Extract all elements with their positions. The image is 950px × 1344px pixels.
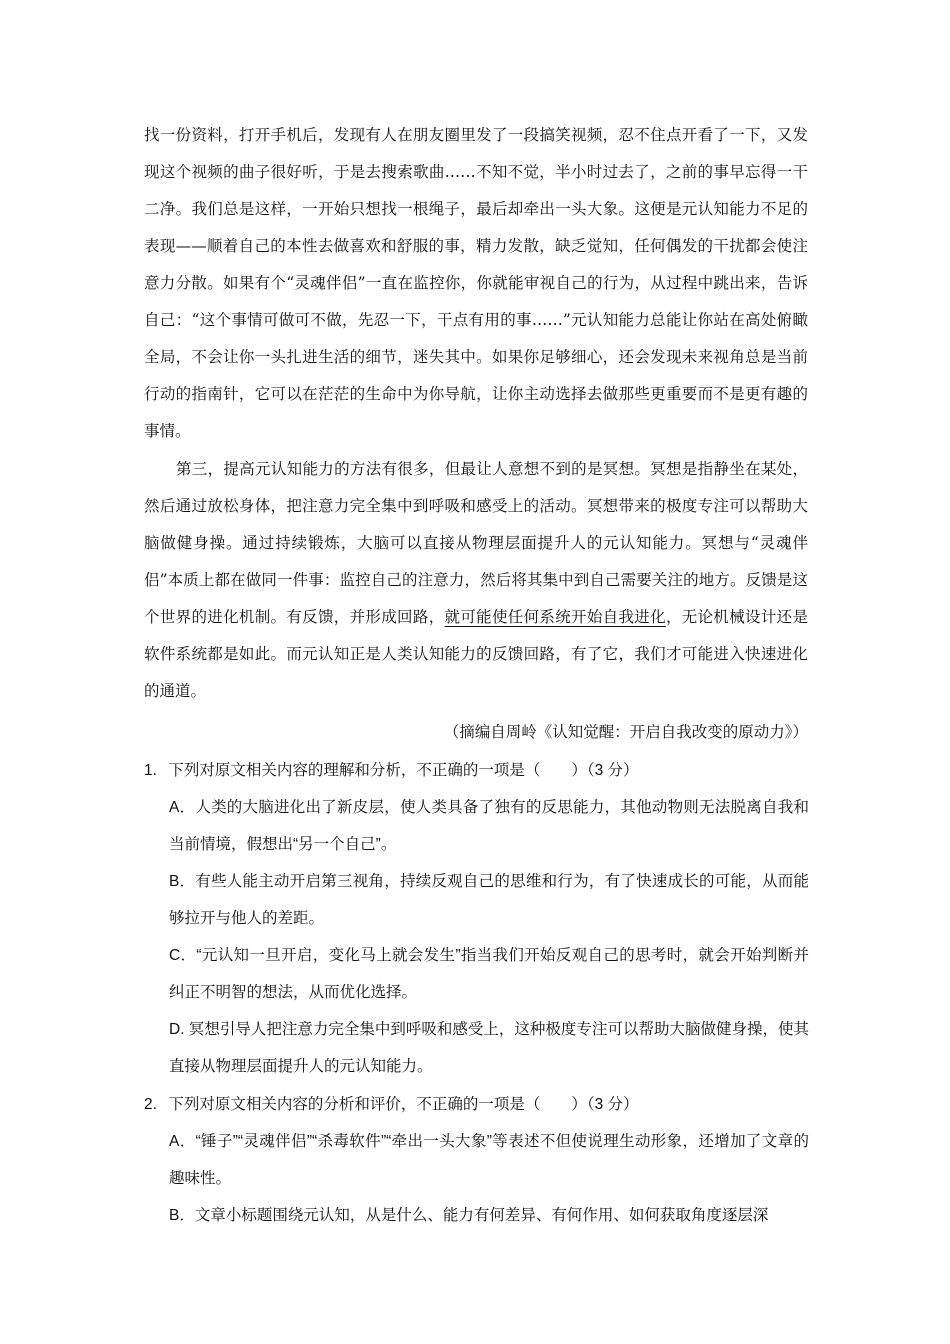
question-2-stem	[144, 1086, 808, 1123]
passage-p2-text-end: ，无论机械设计还是软件系统都是如此。而元认知正是人类认知能力的反馈回路，有了它，我们才可能进入快速进化的通道。	[144, 608, 808, 700]
question-text: 下列对原文相关内容的理解和分析，不正确的一项是（ ）（3 分）	[168, 762, 639, 779]
underlined-sentence: 就可能使任何系统开始自我进化	[444, 608, 666, 626]
source-citation: （摘编自周岭《认知觉醒：开启自我改变的原动力》）	[443, 723, 808, 741]
passage-p2-text: 第三，提高元认知能力的方法有很多，但最让人意想不到的是冥想。冥想是指静坐在某处，然后通过放松身体，把注意力完全集中到呼吸和感受上的活动。冥想带来的极度专注可以帮助大脑做健身操。通过持续锻炼，大脑可以直接从物理层面提升人的元认知能力。冥想与“灵魂伴侣”本质上都在做同一件事：监控自己的注意力，然后将其集中到自己需要关注的地方。反馈是这个世界的进化机制。有反馈，并形成回路，	[144, 460, 808, 626]
passage-paragraph-1: 找一份资料，打开手机后，发现有人在朋友圈里发了一段搞笑视频，忍不住点开看了一下，又发现这个视频的曲子很好听，于是去搜索歌曲……不知不觉，半小时过去了，之前的事早忘得一干二净。我们总是这样，一开始只想找一根绳子，最后却牵出一头大象。这便是元认知能力不足的表现——顺着自己的本性去做喜欢和舒服的事，精力发散，缺乏觉知，任何偶发的干扰都会使注意力分散。如果有个“灵魂伴侣”一直在监控你，你就能审视自己的行为，从过程中跳出来，告诉自己：“这个事情可做可不做，先忍一下，干点有用的事……”元认知能力总能让你站在高处俯瞰全局，不会让你一头扎进生活的细节，迷失其中。如果你足够细心，还会发现未来视角总是当前行动的指南针，它可以在茫茫的生命中为你导航，让你主动选择去做那些更重要而不是更有趣的事情。	[144, 126, 808, 440]
question-number: 2.	[144, 1096, 157, 1113]
passage-paragraph-2	[144, 451, 808, 710]
question-2-option-a: A．“锤子”“灵魂伴侣”“杀毒软件”“牵出一头大象”等表述不但使说理生动形象，还增加了文章的趣味性。	[169, 1133, 809, 1187]
question-1-option-b: B．有些人能主动开启第三视角，持续反观自己的思维和行为，有了快速成长的可能，从而能够拉开与他人的差距。	[169, 873, 809, 927]
question-number: 1.	[144, 762, 157, 779]
question-text: 下列对原文相关内容的分析和评价，不正确的一项是（ ）（3 分）	[168, 1096, 639, 1113]
question-2-option-b: B．文章小标题围绕元认知，从是什么、能力有何差异、有何作用、如何获取角度逐层深	[169, 1207, 769, 1224]
question-1-option-a: A．人类的大脑进化出了新皮层，使人类具备了独有的反思能力，其他动物则无法脱离自我和当前情境，假想出“另一个自己”。	[169, 799, 809, 853]
question-1-stem	[144, 752, 808, 789]
question-1-option-c: C．“元认知一旦开启，变化马上就会发生”指当我们开始反观自己的思考时，就会开始判断并纠正不明智的想法，从而优化选择。	[169, 947, 809, 1001]
question-1-option-d: D. 冥想引导人把注意力完全集中到呼吸和感受上，这种极度专注可以帮助大脑做健身操，使其直接从物理层面提升人的元认知能力。	[169, 1021, 809, 1075]
